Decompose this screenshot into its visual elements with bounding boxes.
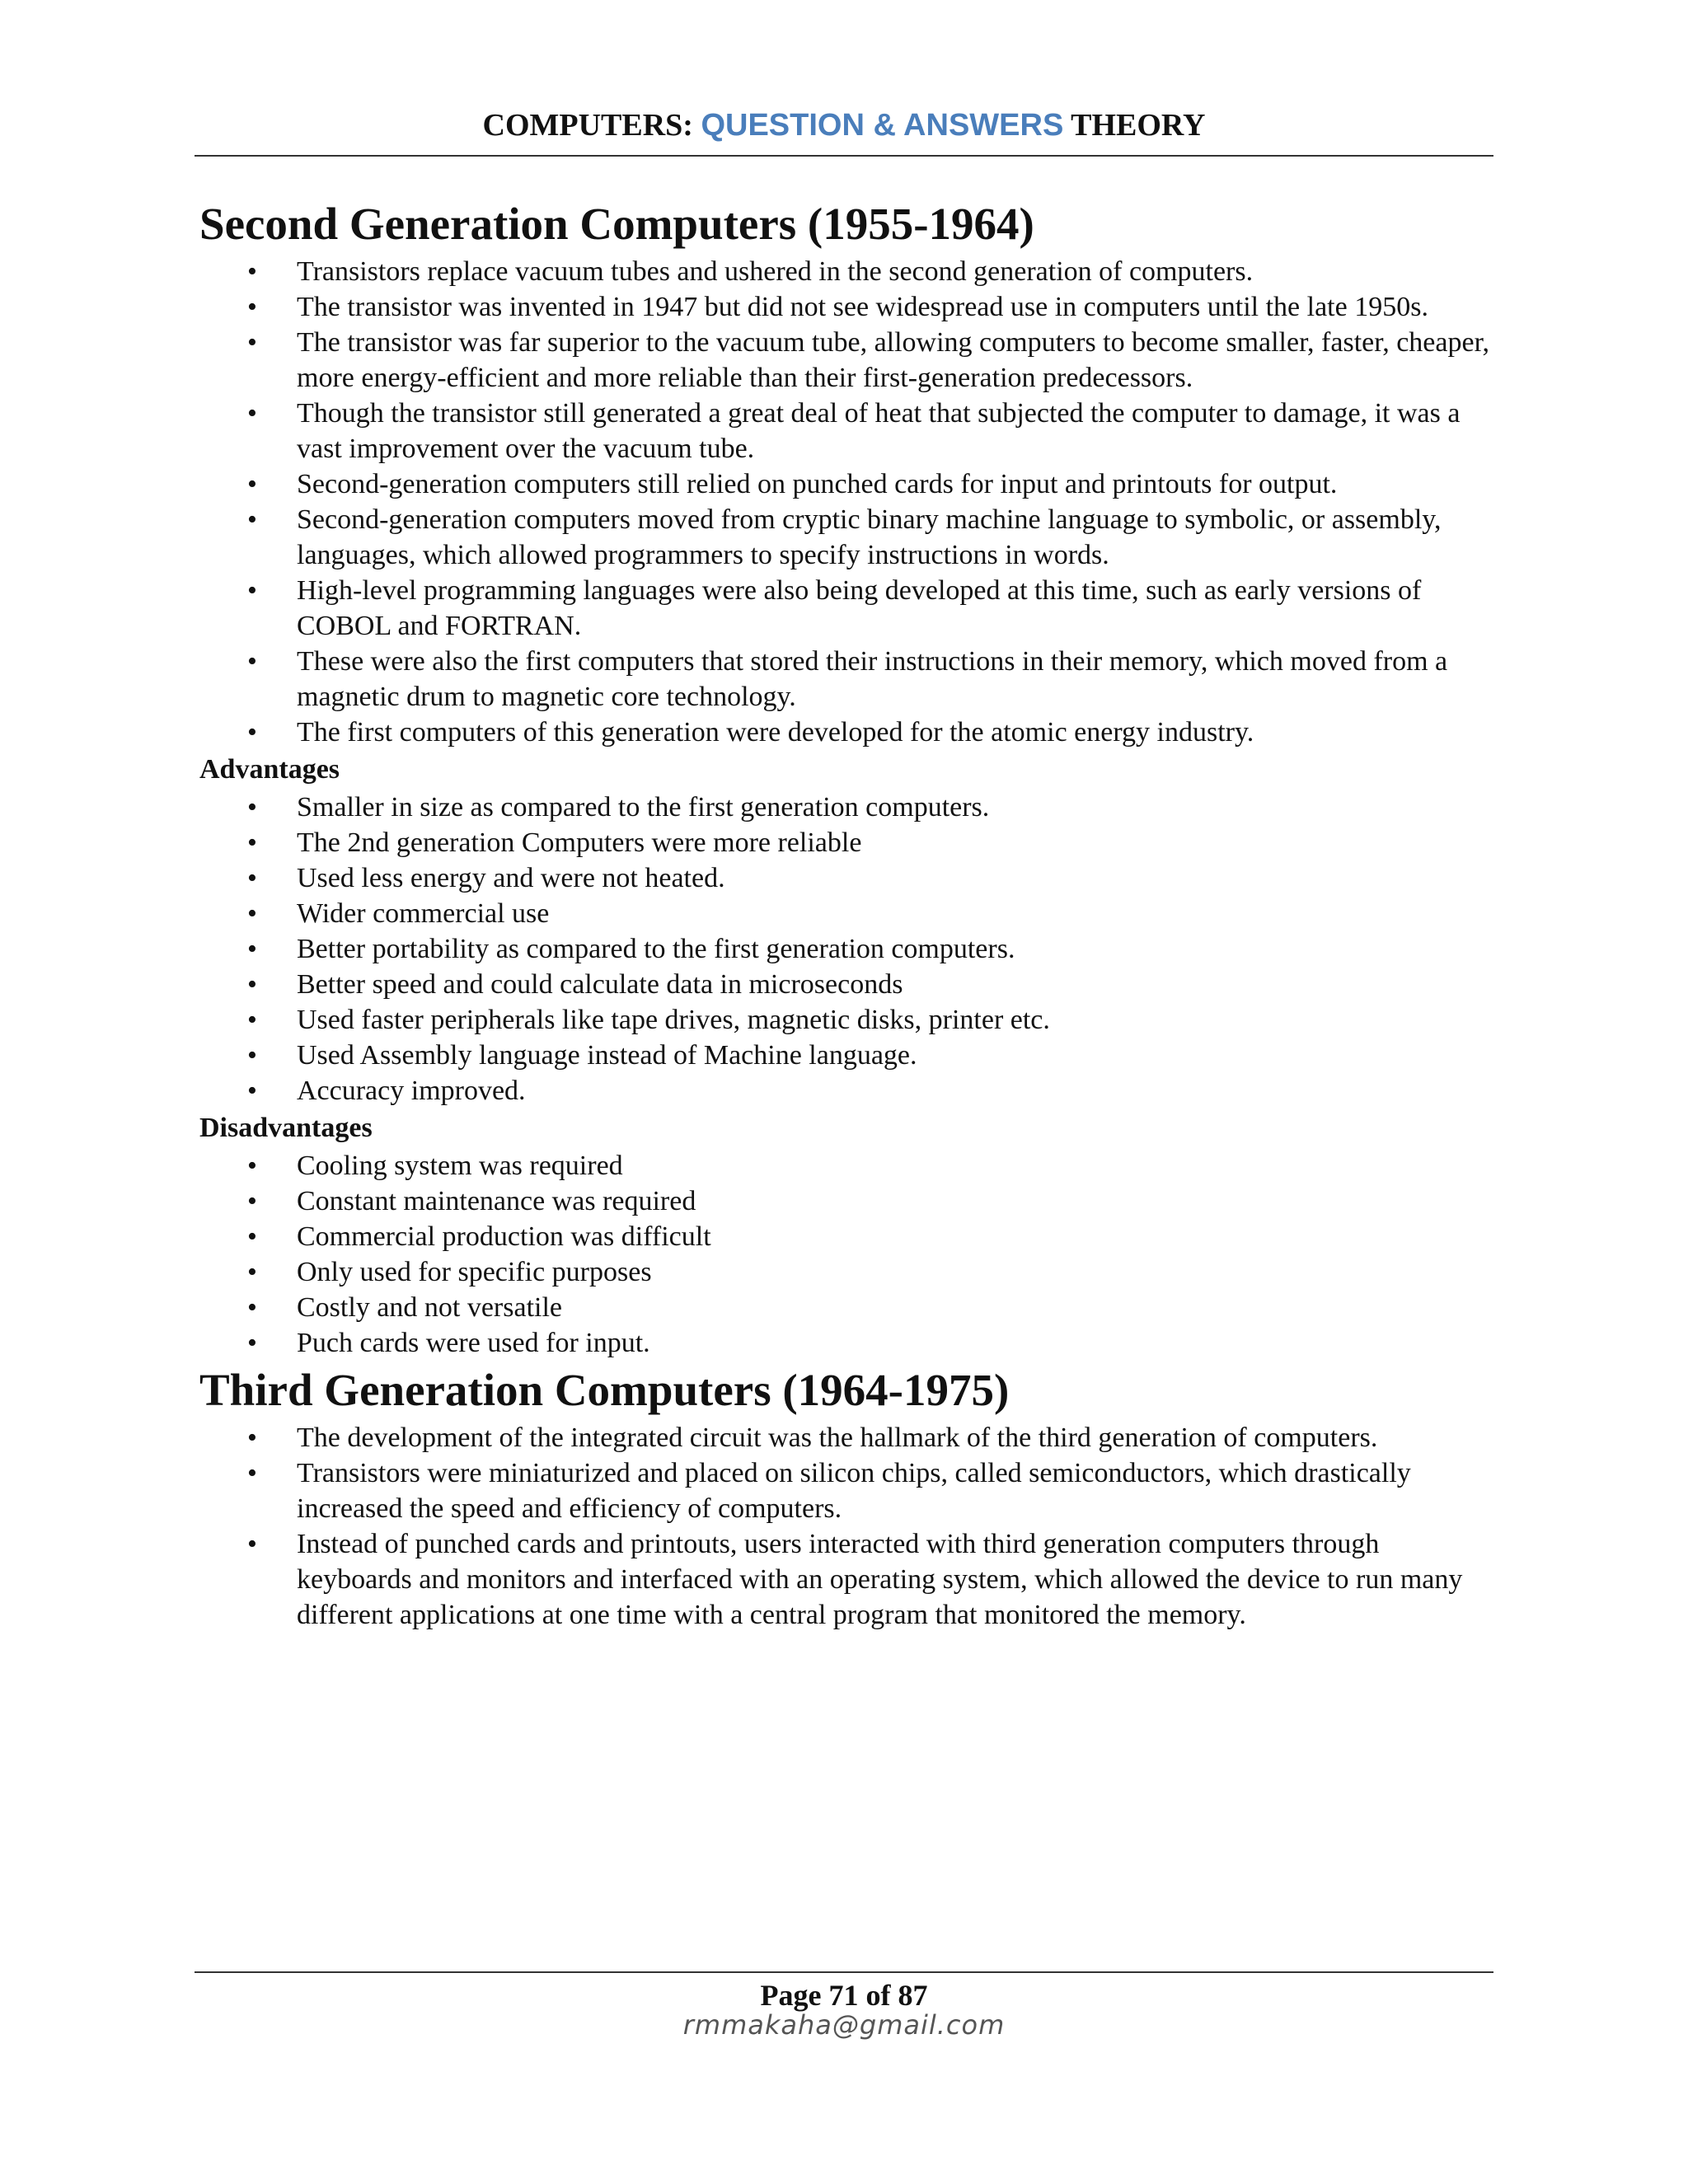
disadvantages-heading: Disadvantages [199, 1113, 373, 1143]
list-item-text: Commercial production was difficult [297, 1221, 711, 1252]
list-item-text: Second-generation computers moved from cryptic binary machine language to symbolic, or assembly, languages, which allowed programmers to specify instructions in words. [297, 504, 1442, 570]
bullet-icon: • [247, 827, 257, 858]
list-item-text: Transistors replace vacuum tubes and ushered in the second generation of computers. [297, 256, 1254, 287]
header-colon: : [682, 108, 693, 143]
bullet-icon: • [247, 1257, 257, 1287]
bullet-icon: • [247, 898, 257, 929]
page-number: Page 71 of 87 [760, 1979, 928, 2012]
bullet-icon: • [247, 1005, 257, 1035]
list-item [199, 715, 1493, 750]
list-item [199, 1148, 1493, 1183]
list-item-text: Puch cards were used for input. [297, 1328, 650, 1358]
list-item-text: Smaller in size as compared to the first generation computers. [297, 792, 990, 823]
list-item-text: Only used for specific purposes [297, 1257, 652, 1287]
section-title-third-generation: Third Generation Computers (1964-1975) [199, 1365, 1010, 1415]
list-item-text: These were also the first computers that stored their instructions in their memory, which moved from a magnetic drum to magnetic core technology. [297, 646, 1448, 712]
bullet-icon: • [247, 646, 257, 677]
list-item [199, 396, 1493, 466]
list-item-text: The first computers of this generation were developed for the atomic energy industry. [297, 717, 1254, 748]
list-item-text: The transistor was invented in 1947 but did not see widespread use in computers until the late 1950s. [297, 292, 1428, 322]
list-item-text: Used faster peripherals like tape drives, magnetic disks, printer etc. [297, 1005, 1050, 1035]
third-generation-list [199, 1420, 1493, 1633]
header-accent: QUESTION & ANSWERS [701, 108, 1064, 143]
advantages-heading: Advantages [199, 754, 340, 785]
list-item-text: High-level programming languages were also being developed at this time, such as early versions of COBOL and FORTRAN. [297, 575, 1422, 641]
list-item [199, 466, 1493, 502]
bullet-icon: • [247, 1422, 257, 1453]
list-item [199, 1002, 1493, 1038]
bullet-icon: • [247, 792, 257, 823]
list-item-text: Costly and not versatile [297, 1292, 563, 1323]
bullet-icon: • [247, 1458, 257, 1488]
disadvantages-list [199, 1148, 1493, 1361]
list-item [199, 967, 1493, 1002]
bullet-icon: • [247, 469, 257, 499]
list-item [199, 1290, 1493, 1325]
bullet-icon: • [247, 969, 257, 1000]
bullet-icon: • [247, 1040, 257, 1071]
advantages-list [199, 790, 1493, 1108]
list-item [199, 573, 1493, 644]
second-generation-list [199, 254, 1493, 750]
bullet-icon: • [247, 1076, 257, 1106]
list-item-text: Used less energy and were not heated. [297, 863, 725, 893]
list-item [199, 289, 1493, 325]
list-item [199, 644, 1493, 715]
list-item [199, 1254, 1493, 1290]
list-item [199, 325, 1493, 396]
list-item-text: Accuracy improved. [297, 1076, 526, 1106]
page-content [199, 194, 1493, 1633]
bullet-icon: • [247, 863, 257, 893]
section-title-second-generation: Second Generation Computers (1955-1964) [199, 199, 1034, 249]
list-item [199, 1526, 1493, 1633]
list-item [199, 860, 1493, 896]
list-item-text: Better portability as compared to the first generation computers. [297, 934, 1015, 964]
list-item [199, 254, 1493, 289]
list-item-text: Transistors were miniaturized and placed on silicon chips, called semiconductors, which drastically increased the speed and efficiency of computers. [297, 1458, 1411, 1524]
bullet-icon: • [247, 327, 257, 358]
bullet-icon: • [247, 398, 257, 429]
bullet-icon: • [247, 1221, 257, 1252]
list-item [199, 825, 1493, 860]
list-item [199, 1325, 1493, 1361]
bullet-icon: • [247, 1529, 257, 1559]
list-item [199, 1073, 1493, 1108]
bullet-icon: • [247, 1328, 257, 1358]
header-rule [195, 155, 1493, 157]
list-item [199, 1420, 1493, 1455]
bullet-icon: • [247, 1186, 257, 1216]
list-item-text: Used Assembly language instead of Machine language. [297, 1040, 917, 1071]
footer-email: rmmakaha@gmail.com [682, 2009, 1006, 2041]
list-item-text: Better speed and could calculate data in microseconds [297, 969, 903, 1000]
list-item [199, 1183, 1493, 1219]
bullet-icon: • [247, 1151, 257, 1181]
list-item-text: Instead of punched cards and printouts, users interacted with third generation computers through keyboards and monitors and interfaced with an operating system, which allowed the device to run many different applications at one time with a central program that monitored the memory. [297, 1529, 1463, 1630]
list-item-text: Second-generation computers still relied on punched cards for input and printouts for output. [297, 469, 1338, 499]
list-item [199, 1219, 1493, 1254]
list-item [199, 1455, 1493, 1526]
bullet-icon: • [247, 575, 257, 606]
list-item-text: Though the transistor still generated a great deal of heat that subjected the computer to damage, it was a vast improvement over the vacuum tube. [297, 398, 1461, 464]
list-item-text: Cooling system was required [297, 1151, 623, 1181]
list-item-text: The transistor was far superior to the vacuum tube, allowing computers to become smaller, faster, cheaper, more energy-efficient and more reliable than their first-generation predecessors. [297, 327, 1490, 393]
header-left: COMPUTERS [482, 108, 683, 143]
list-item-text: The development of the integrated circuit was the hallmark of the third generation of computers. [297, 1422, 1378, 1453]
list-item-text: Wider commercial use [297, 898, 550, 929]
bullet-icon: • [247, 504, 257, 535]
header-right: THEORY [1071, 108, 1206, 143]
bullet-icon: • [247, 717, 257, 748]
list-item-text: Constant maintenance was required [297, 1186, 696, 1216]
list-item [199, 896, 1493, 931]
list-item [199, 1038, 1493, 1073]
list-item [199, 790, 1493, 825]
bullet-icon: • [247, 256, 257, 287]
page-header [195, 102, 1493, 148]
bullet-icon: • [247, 292, 257, 322]
list-item [199, 502, 1493, 573]
bullet-icon: • [247, 934, 257, 964]
list-item [199, 931, 1493, 967]
list-item-text: The 2nd generation Computers were more reliable [297, 827, 862, 858]
bullet-icon: • [247, 1292, 257, 1323]
